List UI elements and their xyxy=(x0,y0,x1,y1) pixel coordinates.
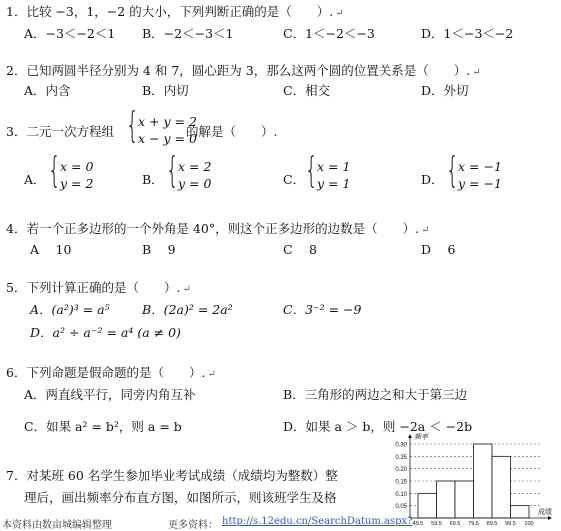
histogram-bar xyxy=(492,456,511,518)
x-tick-label: 89.5 xyxy=(486,521,498,527)
q6-option-c: C．如果 a² = b²，则 a = b xyxy=(24,419,182,434)
x-tick-label: 79.5 xyxy=(468,521,479,527)
q3-option-a: { x = 0 y = 2 xyxy=(48,150,94,191)
q6-option-b: B．三角形的两边之和大于第三边 xyxy=(283,387,468,402)
q3-option-c-label: C． xyxy=(283,172,306,187)
histogram-bar xyxy=(455,481,474,518)
q2-option-a: A．内含 xyxy=(24,83,71,98)
q4-option-b: B 9 xyxy=(142,242,176,257)
q4-option-a: A 10 xyxy=(30,242,72,257)
q3-option-a-label: A． xyxy=(24,172,46,187)
question-3-stem: 3．二元一次方程组 xyxy=(6,124,114,139)
question-7-line-1: 7．对某班 60 名学生参加毕业考试成绩（成绩均为整数）整 xyxy=(6,468,338,483)
x-tick-label: 59.5 xyxy=(431,521,442,527)
question-4-stem: 4．若一个正多边形的一个外角是 40°，则这个正多边形的边数是（ ）. ↵ xyxy=(6,221,430,236)
y-tick-label: 0.30 xyxy=(395,442,407,449)
x-axis-arrow xyxy=(548,516,552,520)
x-axis-label: 成绩 xyxy=(538,508,552,516)
histogram-bar xyxy=(511,506,530,518)
question-1-stem: 1．比较 −3，1，−2 的大小，下列判断正确的是（ ）. ↵ xyxy=(6,4,344,19)
question-2-stem: 2．已知两圆半径分别为 4 和 7，圆心距为 3，那么这两个圆的位置关系是（ ）. ↵ xyxy=(6,63,481,78)
q1-option-a: A．−3＜−2＜1 xyxy=(24,26,116,41)
q5-option-d: D．a² ÷ a⁻² = a⁴ (a ≠ 0) xyxy=(30,325,181,340)
histogram-bar xyxy=(474,444,493,518)
footer-link[interactable]: http://s.12edu.cn/SearchDatum.aspx? xyxy=(222,516,413,527)
q4-option-c: C 8 xyxy=(283,242,317,257)
x-tick-label: 69.5 xyxy=(449,521,461,527)
y-tick-label: 0.15 xyxy=(395,479,407,486)
q1-option-b: B．−2＜−3＜1 xyxy=(142,26,234,41)
q4-option-d: D 6 xyxy=(421,242,456,257)
q1-option-d: D．1＜−3＜−2 xyxy=(421,26,514,41)
footer-more-label: 更多资料： xyxy=(168,520,218,531)
frequency-histogram xyxy=(378,432,561,528)
footer-source-note: 本资料由数亩城编辑整理 xyxy=(2,520,112,531)
q3-equation-1: x + y = 2 xyxy=(138,114,197,129)
histogram-bar xyxy=(437,481,456,518)
q2-option-d: D．外切 xyxy=(421,83,469,98)
x-tick-label: 100 xyxy=(524,521,534,527)
q6-option-d: D．如果 a ＞ b，则 −2a ＜ −2b xyxy=(283,419,473,434)
q3-option-b: { x = 2 y = 0 xyxy=(166,150,212,191)
x-tick-label: 99.5 xyxy=(505,521,516,527)
y-tick-label: 0.10 xyxy=(395,491,407,498)
y-axis-arrow xyxy=(408,434,412,438)
q3-option-c: { x = 1 y = 1 xyxy=(305,150,351,191)
q5-option-b: B．(2a)² = 2a² xyxy=(142,302,233,317)
y-axis-label: 频率 xyxy=(414,433,428,441)
q1-option-c: C．1＜−2＜−3 xyxy=(283,26,375,41)
q2-option-b: B．内切 xyxy=(142,83,189,98)
y-tick-label: 0.25 xyxy=(395,454,407,461)
q3-option-d-label: D． xyxy=(421,172,444,187)
q5-option-a: A．(a²)³ = a⁵ xyxy=(30,302,110,317)
question-6-stem: 6．下列命题是假命题的是（ ）. ↵ xyxy=(6,365,216,380)
question-7-line-2: 理后，画出频率分布直方图，如图所示，则该班学生及格 xyxy=(24,490,337,505)
histogram-bar xyxy=(418,493,437,518)
q3-equation-2: x − y = 0 xyxy=(138,131,197,146)
q2-option-c: C．相交 xyxy=(283,83,331,98)
q5-option-c: C．3⁻² = −9 xyxy=(283,302,362,317)
question-5-stem: 5．下列计算正确的是（ ）. ↵ xyxy=(6,280,191,295)
question-3-stem-end: 的解是（ ）. xyxy=(186,124,278,139)
q6-option-a: A．两直线平行，同旁内角互补 xyxy=(24,387,196,402)
q3-option-b-label: B． xyxy=(142,172,164,187)
q3-option-d: { x = −1 y = −1 xyxy=(446,150,502,191)
y-tick-label: 0.20 xyxy=(395,467,407,474)
q3-equation-system: { x + y = 2 x − y = 0 xyxy=(126,105,197,146)
x-tick-label: 49.5 xyxy=(412,521,424,527)
y-tick-label: 0.05 xyxy=(395,504,407,511)
